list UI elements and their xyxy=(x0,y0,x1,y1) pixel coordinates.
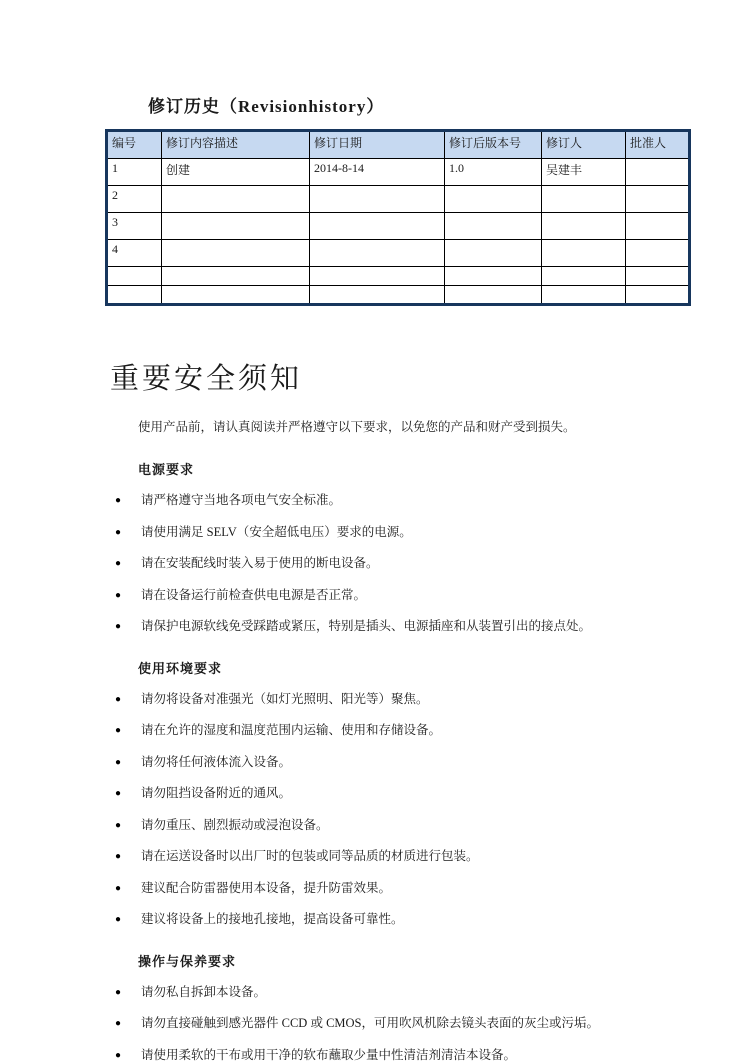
list-item-text: 请勿私自拆卸本设备。 xyxy=(141,984,266,1002)
table-cell xyxy=(310,240,445,267)
table-cell: 创建 xyxy=(162,159,310,186)
list-item-text: 请勿重压、剧烈振动或浸泡设备。 xyxy=(141,817,329,835)
bullet-icon: ● xyxy=(115,880,141,897)
list-item xyxy=(115,754,688,772)
table-cell xyxy=(445,267,542,286)
list-item xyxy=(115,722,688,740)
table-header-cell: 修订日期 xyxy=(310,131,445,159)
bullet-list-maintenance xyxy=(105,984,688,1064)
table-cell xyxy=(542,213,626,240)
bullet-icon: ● xyxy=(115,1015,141,1032)
table-cell xyxy=(626,286,690,305)
bullet-icon: ● xyxy=(115,754,141,771)
table-cell: 1 xyxy=(107,159,162,186)
list-item-text: 请使用柔软的干布或用干净的软布蘸取少量中性清洁剂清洁本设备。 xyxy=(141,1047,516,1064)
table-cell xyxy=(626,213,690,240)
subsection-heading-maintenance: 操作与保养要求 xyxy=(138,951,688,970)
list-item-text: 请勿将任何液体流入设备。 xyxy=(141,754,291,772)
bullet-icon: ● xyxy=(115,1047,141,1064)
bullet-icon: ● xyxy=(115,848,141,865)
list-item xyxy=(115,587,688,605)
list-item-text: 请勿阻挡设备附近的通风。 xyxy=(141,785,291,803)
bullet-icon: ● xyxy=(115,817,141,834)
list-item xyxy=(115,555,688,573)
table-cell xyxy=(445,186,542,213)
list-item-text: 请严格遵守当地各项电气安全标准。 xyxy=(141,492,341,510)
table-cell: 2014-8-14 xyxy=(310,159,445,186)
list-item-text: 请勿将设备对准强光（如灯光照明、阳光等）聚焦。 xyxy=(141,691,429,709)
table-row xyxy=(107,186,690,213)
table-header-cell: 修订后版本号 xyxy=(445,131,542,159)
bullet-list-power xyxy=(105,492,688,636)
list-item-text: 请在运送设备时以出厂时的包装或同等品质的材质进行包装。 xyxy=(141,848,479,866)
table-cell: 2 xyxy=(107,186,162,213)
intro-paragraph: 使用产品前，请认真阅读并严格遵守以下要求，以免您的产品和财产受到损失。 xyxy=(105,417,688,437)
bullet-icon: ● xyxy=(115,524,141,541)
list-item xyxy=(115,1015,688,1033)
bullet-icon: ● xyxy=(115,785,141,802)
table-cell xyxy=(310,186,445,213)
table-row xyxy=(107,213,690,240)
table-cell xyxy=(542,286,626,305)
table-cell: 吴建丰 xyxy=(542,159,626,186)
table-cell: 1.0 xyxy=(445,159,542,186)
bullet-icon: ● xyxy=(115,555,141,572)
list-item xyxy=(115,984,688,1002)
list-item xyxy=(115,848,688,866)
table-cell xyxy=(445,286,542,305)
list-item-text: 请在允许的湿度和温度范围内运输、使用和存储设备。 xyxy=(141,722,441,740)
list-item xyxy=(115,524,688,542)
list-item xyxy=(115,492,688,510)
table-header-cell: 修订内容描述 xyxy=(162,131,310,159)
revision-history-title: 修订历史（Revisionhistory） xyxy=(148,92,688,117)
table-cell xyxy=(626,240,690,267)
list-item-text: 请保护电源软线免受踩踏或紧压，特别是插头、电源插座和从装置引出的接点处。 xyxy=(141,618,591,636)
table-cell xyxy=(626,267,690,286)
table-row xyxy=(107,267,690,286)
list-item xyxy=(115,618,688,636)
list-item xyxy=(115,691,688,709)
table-cell xyxy=(162,186,310,213)
bullet-icon: ● xyxy=(115,911,141,928)
list-item xyxy=(115,911,688,929)
list-item-text: 请在安装配线时装入易于使用的断电设备。 xyxy=(141,555,379,573)
table-row xyxy=(107,240,690,267)
table-cell xyxy=(542,186,626,213)
table-header-cell: 批准人 xyxy=(626,131,690,159)
bullet-icon: ● xyxy=(115,587,141,604)
table-header-row xyxy=(107,131,690,159)
table-cell xyxy=(542,267,626,286)
revision-history-table xyxy=(105,129,691,306)
bullet-icon: ● xyxy=(115,722,141,739)
table-cell xyxy=(162,240,310,267)
bullet-icon: ● xyxy=(115,492,141,509)
table-cell xyxy=(626,186,690,213)
table-header-cell: 编号 xyxy=(107,131,162,159)
table-cell xyxy=(626,159,690,186)
table-header-cell: 修订人 xyxy=(542,131,626,159)
table-cell xyxy=(445,240,542,267)
bullet-icon: ● xyxy=(115,984,141,1001)
table-cell xyxy=(107,286,162,305)
list-item-text: 请使用满足 SELV（安全超低电压）要求的电源。 xyxy=(141,524,412,542)
table-row xyxy=(107,286,690,305)
list-item-text: 建议配合防雷器使用本设备，提升防雷效果。 xyxy=(141,880,391,898)
table-cell xyxy=(542,240,626,267)
table-cell: 4 xyxy=(107,240,162,267)
list-item-text: 建议将设备上的接地孔接地，提高设备可靠性。 xyxy=(141,911,404,929)
table-cell xyxy=(310,267,445,286)
subsection-heading-environment: 使用环境要求 xyxy=(138,658,688,677)
table-row xyxy=(107,159,690,186)
bullet-list-environment xyxy=(105,691,688,929)
table-cell xyxy=(310,286,445,305)
list-item xyxy=(115,880,688,898)
table-cell xyxy=(107,267,162,286)
bullet-icon: ● xyxy=(115,618,141,635)
list-item-text: 请在设备运行前检查供电电源是否正常。 xyxy=(141,587,366,605)
list-item-text: 请勿直接碰触到感光器件 CCD 或 CMOS，可用吹风机除去镜头表面的灰尘或污垢。 xyxy=(141,1015,599,1033)
table-cell xyxy=(162,267,310,286)
list-item xyxy=(115,1047,688,1064)
table-cell xyxy=(162,213,310,240)
subsection-heading-power: 电源要求 xyxy=(138,459,688,478)
table-cell xyxy=(445,213,542,240)
table-cell xyxy=(310,213,445,240)
bullet-icon: ● xyxy=(115,691,141,708)
list-item xyxy=(115,785,688,803)
list-item xyxy=(115,817,688,835)
safety-section-title: 重要安全须知 xyxy=(110,356,688,397)
table-cell xyxy=(162,286,310,305)
table-cell: 3 xyxy=(107,213,162,240)
